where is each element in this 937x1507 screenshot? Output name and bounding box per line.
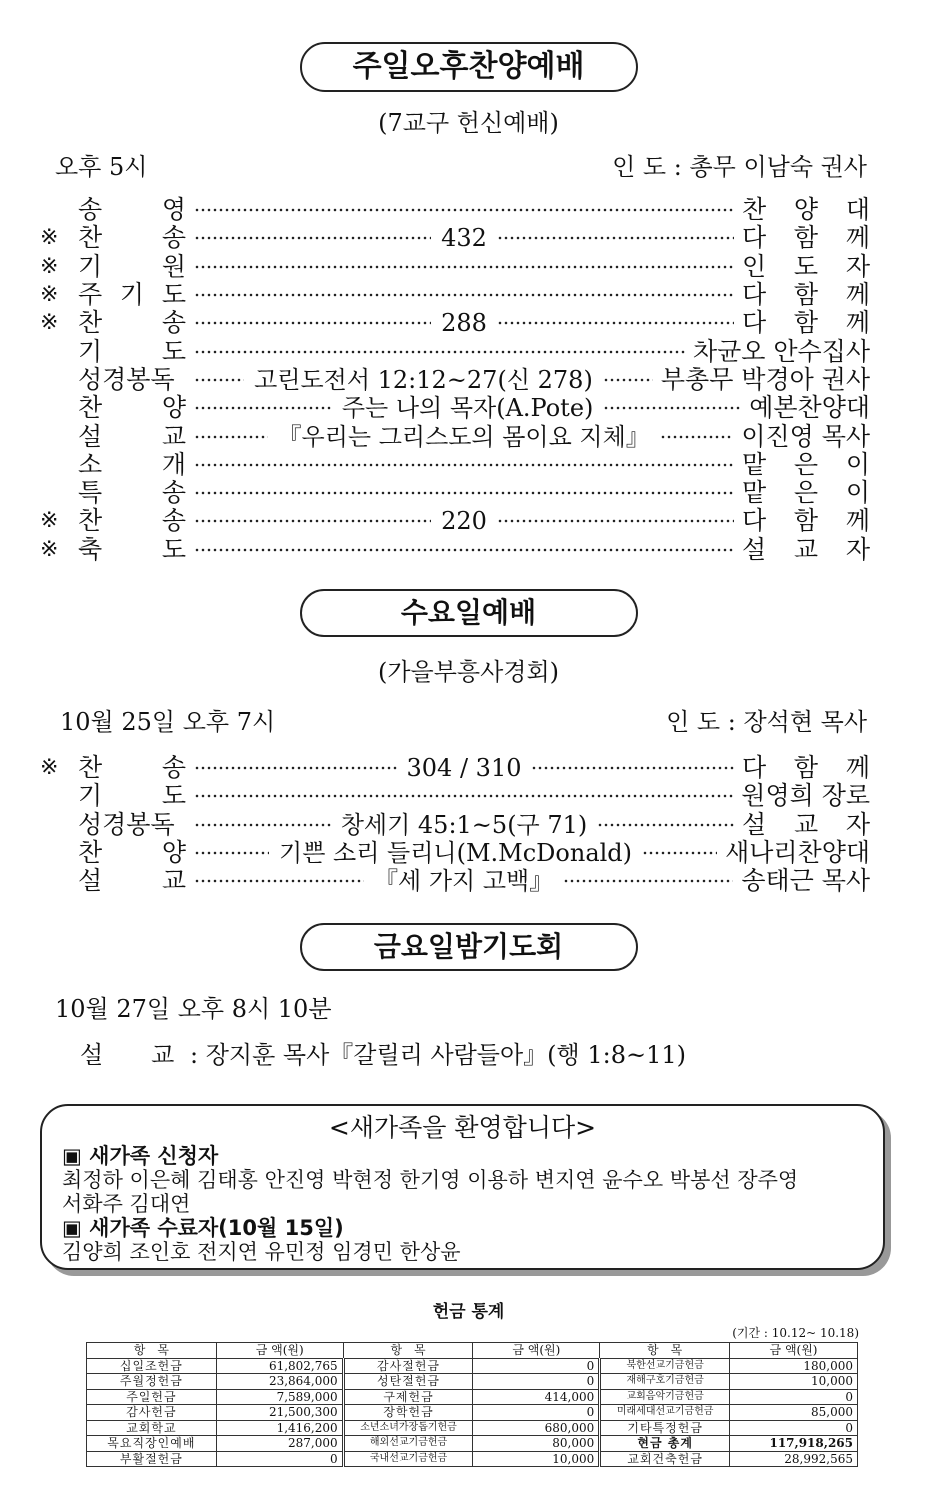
- order-item-person-part: 도: [793, 251, 819, 281]
- friday-title: 금요일밤기도회: [300, 923, 638, 971]
- offering-item-name: 현금 총계: [600, 1436, 730, 1452]
- order-item-person-part: 이: [845, 478, 870, 508]
- offering-item-amount: 23,864,000: [216, 1374, 343, 1390]
- offering-item-name: 재해구호기금헌금: [600, 1374, 730, 1390]
- offering-item-name: 교회음악기금헌금: [600, 1389, 730, 1405]
- order-item-person-part: 다: [742, 506, 767, 536]
- offering-item-amount: 0: [216, 1451, 343, 1467]
- order-item-name: [78, 451, 186, 479]
- order-item: [40, 451, 870, 479]
- order-item-name-part: 특: [78, 478, 103, 508]
- stand-mark: ※: [40, 755, 59, 781]
- offering-item-amount: 117,918,265: [730, 1436, 858, 1452]
- order-item-name-part: 축: [78, 534, 103, 564]
- order-item: [40, 811, 870, 839]
- offering-item-amount: 7,589,000: [216, 1389, 343, 1405]
- order-item-name-part: 원: [161, 251, 186, 281]
- offering-item-amount: 10,000: [730, 1374, 858, 1390]
- offering-item-name: 기타특정헌금: [600, 1420, 730, 1436]
- order-item-person-part: 함: [793, 753, 819, 783]
- order-item: [40, 536, 870, 564]
- completed-line: 김양희 조인호 전지연 유민정 임경민 한상윤: [62, 1240, 461, 1264]
- offering-title: 헌금 통계: [432, 1302, 505, 1322]
- dot-leader: [497, 236, 734, 240]
- sunday-time: 오후 5시: [55, 153, 148, 181]
- order-item: [40, 337, 870, 365]
- order-item-person-part: 함: [793, 506, 819, 536]
- offering-item-amount: 0: [473, 1374, 600, 1390]
- dot-leader: [497, 519, 734, 523]
- sunday-title: 주일오후찬양예배: [300, 42, 638, 92]
- order-item-person-part: 인: [742, 251, 767, 281]
- order-item-person: [742, 754, 870, 782]
- order-item: [40, 422, 870, 450]
- order-item-name-part: 송: [161, 223, 186, 253]
- order-item-name-part: 설: [78, 421, 103, 451]
- order-item-person-part: 차균오 안수집사: [693, 336, 870, 366]
- order-item-person: [693, 338, 870, 366]
- order-item-person-part: 함: [793, 280, 819, 310]
- dot-leader: [194, 265, 734, 269]
- order-item-name: [78, 507, 186, 535]
- order-item-name-part: 송: [161, 308, 186, 338]
- friday-sermon-label: 설 교: [80, 1041, 175, 1069]
- order-item-name-part: 찬: [78, 753, 103, 783]
- offering-row: [87, 1436, 858, 1452]
- header-cell: 금 액(원): [216, 1343, 343, 1359]
- dot-leader: [497, 321, 734, 325]
- order-item-person-part: 께: [845, 280, 870, 310]
- order-item-person: [661, 366, 870, 394]
- order-item-person-part: 께: [845, 223, 870, 253]
- header-cell: 항 목: [600, 1343, 730, 1359]
- order-item-person: [742, 281, 870, 309]
- order-item-detail: 304 / 310: [406, 754, 522, 783]
- order-item: [40, 309, 870, 337]
- order-item-name: [78, 281, 186, 309]
- order-item: [40, 224, 870, 252]
- order-item-name-part: 기: [78, 251, 103, 281]
- order-item-person: [742, 507, 870, 535]
- order-item-person-part: 맡: [742, 449, 767, 479]
- order-item-person-part: 양: [793, 195, 819, 225]
- stand-mark: ※: [40, 536, 59, 562]
- offering-item-name: 감사헌금: [87, 1405, 217, 1421]
- order-item-detail: 고린도전서 12:12~27(신 278): [254, 365, 593, 394]
- offering-item-amount: 21,500,300: [216, 1405, 343, 1421]
- order-item: [40, 253, 870, 281]
- dot-leader: [194, 350, 685, 354]
- order-item-person-part: 다: [742, 308, 767, 338]
- order-item-person-part: 새나리찬양대: [725, 838, 870, 868]
- order-item-person: [742, 536, 870, 564]
- stand-mark: ※: [40, 253, 59, 279]
- offering-item-name: 해외선교기금헌금: [343, 1436, 473, 1452]
- order-item-name: [78, 253, 186, 281]
- order-item-name: [78, 423, 186, 451]
- order-item-name-part: 도: [161, 280, 186, 310]
- order-item-person-part: 원영희 장로: [741, 781, 870, 811]
- order-item-person: [741, 423, 870, 451]
- offering-item-name: 목요직장인예배: [87, 1436, 217, 1452]
- order-item-name-part: 송: [161, 478, 186, 508]
- offering-item-name: 구제헌금: [343, 1389, 473, 1405]
- order-item-person: [742, 253, 870, 281]
- offering-item-name: 소년소녀가장돕기헌금: [343, 1420, 473, 1436]
- offering-item-amount: 80,000: [473, 1436, 600, 1452]
- order-item-name-part: 교: [161, 421, 186, 451]
- order-item-person-part: 부총무 박경아 권사: [660, 364, 871, 394]
- friday-time: 10월 27일 오후 8시 10분: [55, 995, 332, 1023]
- order-item-name: [78, 196, 186, 224]
- dot-leader: [597, 823, 734, 827]
- wednesday-leader: 인 도 : 장석현 목사: [666, 708, 867, 736]
- dot-leader: [194, 548, 734, 552]
- order-item-name-part: 성경봉독: [78, 364, 175, 394]
- offering-item-amount: 28,992,565: [730, 1451, 858, 1467]
- applicants-heading: ▣ 새가족 신청자: [62, 1144, 219, 1168]
- order-item-person-part: 함: [793, 308, 819, 338]
- order-item-name: [78, 867, 186, 895]
- order-item: [40, 479, 870, 507]
- order-item-name-part: 찬: [78, 308, 103, 338]
- offering-item-name: 교회학교: [87, 1420, 217, 1436]
- offering-period: (기간 : 10.12~ 10.18): [732, 1326, 859, 1340]
- applicants-line-1: 최정하 이은혜 김태홍 안진영 박현정 한기영 이용하 변지연 윤수오 박봉선 장주영: [62, 1168, 799, 1192]
- sunday-order-list: [40, 196, 870, 564]
- order-item: [40, 754, 870, 782]
- order-item-person-part: 은: [793, 478, 819, 508]
- dot-leader: [194, 794, 733, 798]
- order-item-name-part: 설: [78, 866, 103, 896]
- order-item-name-part: 기: [119, 280, 145, 310]
- order-item-name-part: 영: [161, 195, 186, 225]
- dot-leader: [194, 463, 734, 467]
- order-item-person-part: 자: [845, 534, 870, 564]
- order-item-person: [742, 224, 870, 252]
- dot-leader: [531, 766, 734, 770]
- offering-item-amount: 0: [730, 1420, 858, 1436]
- order-item: [40, 867, 870, 895]
- sunday-leader: 인 도 : 총무 이남숙 권사: [612, 153, 867, 181]
- order-item-name: [78, 811, 186, 839]
- order-item-name-part: 주: [78, 280, 103, 310]
- order-item-person-part: 송태근 목사: [741, 866, 871, 896]
- dot-leader: [194, 208, 734, 212]
- dot-leader: [194, 851, 269, 855]
- order-item-person-part: 다: [742, 280, 767, 310]
- order-item-person: [742, 479, 870, 507]
- order-item-person-part: 다: [742, 223, 767, 253]
- order-item-person-part: 께: [845, 308, 870, 338]
- order-item: [40, 394, 870, 422]
- offering-item-amount: 180,000: [730, 1358, 858, 1374]
- order-item-name-part: 소: [78, 449, 103, 479]
- order-item-name: [78, 338, 186, 366]
- wednesday-title: 수요일예배: [300, 589, 638, 637]
- order-item-name-part: 찬: [78, 506, 103, 536]
- order-item-person: [741, 867, 870, 895]
- order-item-name-part: 교: [161, 866, 186, 896]
- offering-item-name: 북한선교기금헌금: [600, 1358, 730, 1374]
- order-item-person: [749, 394, 870, 422]
- stand-mark: ※: [40, 508, 59, 534]
- order-item-detail: 432: [441, 224, 487, 253]
- offering-table: [86, 1342, 858, 1467]
- dot-leader: [194, 236, 431, 240]
- dot-leader: [563, 879, 733, 883]
- order-item-person-part: 은: [793, 449, 819, 479]
- order-item-name-part: 양: [161, 393, 186, 423]
- order-item-name-part: 송: [161, 753, 186, 783]
- header-cell: 금 액(원): [473, 1343, 600, 1359]
- offering-item-name: 주월정헌금: [87, 1374, 217, 1390]
- order-item-name-part: 찬: [78, 838, 103, 868]
- order-item-person-part: 다: [742, 753, 767, 783]
- order-item-name: [78, 224, 186, 252]
- offering-item-amount: 287,000: [216, 1436, 343, 1452]
- order-item-name: [78, 782, 186, 810]
- order-item-person-part: 자: [845, 809, 871, 839]
- order-item-name-part: 기: [78, 781, 103, 811]
- offering-item-amount: 1,416,200: [216, 1420, 343, 1436]
- dot-leader: [194, 321, 431, 325]
- order-item: [40, 196, 870, 224]
- order-item: [40, 839, 870, 867]
- order-item-detail: 『세 가지 고백』: [374, 867, 554, 896]
- wednesday-time: 10월 25일 오후 7시: [60, 708, 276, 736]
- order-item-detail: 주는 나의 목자(A.Pote): [341, 394, 594, 423]
- order-item-detail: 『우리는 그리스도의 몸이요 지체』: [277, 422, 650, 451]
- dot-leader: [603, 378, 653, 382]
- stand-mark: ※: [40, 225, 59, 251]
- welcome-box: [40, 1104, 885, 1270]
- order-item-person: [725, 839, 870, 867]
- offering-item-name: 주일헌금: [87, 1389, 217, 1405]
- order-item-name: [78, 839, 186, 867]
- order-item-detail: 기쁜 소리 들리니(M.McDonald): [279, 839, 633, 868]
- order-item-person: [742, 811, 870, 839]
- order-item-name-part: 성경봉독: [78, 809, 175, 839]
- order-item-name-part: 기: [78, 336, 103, 366]
- order-item-person-part: 설: [742, 809, 767, 839]
- order-item-name-part: 도: [161, 336, 186, 366]
- dot-leader: [194, 378, 244, 382]
- header-cell: 항 목: [87, 1343, 217, 1359]
- offering-item-amount: 0: [730, 1389, 858, 1405]
- offering-item-name: 감사절헌금: [343, 1358, 473, 1374]
- order-item-name-part: 송: [161, 506, 186, 536]
- order-item-person-part: 교: [793, 809, 819, 839]
- dot-leader: [603, 406, 741, 410]
- order-item-person-part: 맡: [742, 478, 767, 508]
- offering-row: [87, 1389, 858, 1405]
- order-item-detail: 창세기 45:1~5(구 71): [340, 810, 588, 839]
- order-item-name-part: 도: [161, 781, 186, 811]
- offering-item-amount: 85,000: [730, 1405, 858, 1421]
- order-item-person: [742, 309, 870, 337]
- order-item-person-part: 찬: [742, 195, 767, 225]
- offering-item-amount: 0: [473, 1405, 600, 1421]
- dot-leader: [660, 435, 734, 439]
- header-cell: 금 액(원): [730, 1343, 858, 1359]
- offering-item-name: 십일조헌금: [87, 1358, 217, 1374]
- applicants-line-2: 서화주 김대연: [62, 1192, 191, 1216]
- order-item-name-part: 도: [161, 534, 186, 564]
- order-item-person-part: 대: [845, 195, 870, 225]
- offering-item-name: 국내선교기금헌금: [343, 1451, 473, 1467]
- order-item-name-part: 찬: [78, 223, 103, 253]
- offering-row: [87, 1420, 858, 1436]
- dot-leader: [194, 766, 397, 770]
- order-item-name-part: 송: [78, 195, 103, 225]
- completed-heading: ▣ 새가족 수료자(10월 15일): [62, 1216, 344, 1240]
- order-item-person-part: 께: [845, 753, 870, 783]
- order-item-name: [78, 536, 186, 564]
- order-item-person-part: 이진영 목사: [741, 421, 871, 451]
- stand-mark: ※: [40, 310, 59, 336]
- wednesday-subtitle: (가을부흥사경회): [377, 658, 559, 686]
- order-item-name: [78, 309, 186, 337]
- order-item-name: [78, 366, 186, 394]
- stand-mark: ※: [40, 282, 59, 308]
- offering-row: [87, 1405, 858, 1421]
- offering-row: [87, 1374, 858, 1390]
- dot-leader: [194, 491, 734, 495]
- offering-item-amount: 61,802,765: [216, 1358, 343, 1374]
- order-item-person: [741, 782, 870, 810]
- order-item-name: [78, 394, 186, 422]
- offering-row: [87, 1358, 858, 1374]
- order-item-name: [78, 479, 186, 507]
- order-item-person-part: 함: [793, 223, 819, 253]
- offering-item-name: 미래세대선교기금헌금: [600, 1405, 730, 1421]
- order-item-person: [742, 196, 870, 224]
- order-item-person: [742, 451, 870, 479]
- offering-item-name: 부활절헌금: [87, 1451, 217, 1467]
- offering-item-amount: 680,000: [473, 1420, 600, 1436]
- order-item-name-part: 찬: [78, 393, 103, 423]
- wednesday-order-list: [40, 754, 870, 895]
- order-item: [40, 782, 870, 810]
- dot-leader: [194, 293, 734, 297]
- order-item-person-part: 께: [845, 506, 870, 536]
- offering-item-amount: 0: [473, 1358, 600, 1374]
- order-item-detail: 220: [441, 507, 487, 536]
- dot-leader: [194, 879, 364, 883]
- offering-row: [87, 1451, 858, 1467]
- offering-item-amount: 10,000: [473, 1451, 600, 1467]
- dot-leader: [194, 435, 268, 439]
- offering-item-amount: 414,000: [473, 1389, 600, 1405]
- offering-item-name: 성탄절헌금: [343, 1374, 473, 1390]
- order-item-person-part: 설: [742, 534, 767, 564]
- order-item: [40, 281, 870, 309]
- offering-header-row: [87, 1343, 858, 1359]
- dot-leader: [642, 851, 717, 855]
- order-item-name-part: 개: [161, 449, 186, 479]
- header-cell: 항 목: [343, 1343, 473, 1359]
- dot-leader: [194, 406, 332, 410]
- order-item-person-part: 예본찬양대: [749, 393, 871, 423]
- order-item-person-part: 이: [845, 449, 870, 479]
- order-item-detail: 288: [441, 309, 487, 338]
- friday-sermon: : 장지훈 목사『갈릴리 사람들아』(행 1:8~11): [190, 1041, 686, 1069]
- order-item-name-part: 양: [161, 838, 186, 868]
- dot-leader: [194, 823, 331, 827]
- order-item-person-part: 교: [793, 534, 819, 564]
- dot-leader: [194, 519, 431, 523]
- order-item-name: [78, 754, 186, 782]
- offering-item-name: 장학헌금: [343, 1405, 473, 1421]
- sunday-subtitle: (7교구 헌신예배): [378, 109, 559, 137]
- offering-item-name: 교회건축헌금: [600, 1451, 730, 1467]
- order-item-person-part: 자: [845, 251, 870, 281]
- order-item: [40, 507, 870, 535]
- order-item: [40, 366, 870, 394]
- welcome-title: <새가족을 환영합니다>: [328, 1113, 597, 1142]
